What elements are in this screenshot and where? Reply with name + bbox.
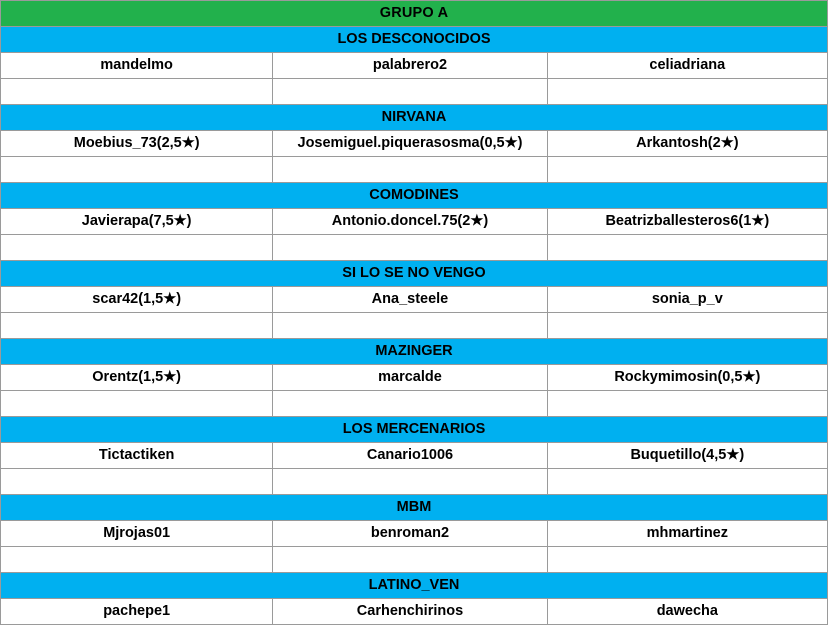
player-name: Mjrojas01 xyxy=(103,525,171,541)
team-name-cell xyxy=(1,27,828,53)
spacer-row xyxy=(1,157,828,183)
player-name: Buquetillo(4,5★) xyxy=(630,447,745,463)
player-cell xyxy=(273,209,547,235)
player-name: mhmartinez xyxy=(646,525,728,541)
player-name: Josemiguel.piquerasosma(0,5★) xyxy=(297,135,523,151)
player-name: Arkantosh(2★) xyxy=(636,135,739,151)
player-cell xyxy=(1,53,273,79)
team-name: LOS DESCONOCIDOS xyxy=(337,31,491,47)
player-cell xyxy=(547,131,827,157)
spacer-cell xyxy=(1,235,273,261)
player-name: scar42(1,5★) xyxy=(92,291,182,307)
player-name: Orentz(1,5★) xyxy=(92,369,182,385)
player-name: Javierapa(7,5★) xyxy=(81,213,192,229)
team-name-cell xyxy=(1,105,828,131)
spacer-cell xyxy=(547,313,827,339)
player-name: Canario1006 xyxy=(366,447,454,463)
player-cell xyxy=(1,131,273,157)
player-name: mandelmo xyxy=(100,57,173,73)
team-header-row xyxy=(1,27,828,53)
spacer-row xyxy=(1,79,828,105)
team-name: LATINO_VEN xyxy=(368,577,460,593)
player-cell xyxy=(273,599,547,625)
team-players-row xyxy=(1,521,828,547)
player-cell xyxy=(1,365,273,391)
player-name: dawecha xyxy=(656,603,718,619)
spacer-row xyxy=(1,313,828,339)
spacer-cell xyxy=(273,313,547,339)
team-header-row xyxy=(1,573,828,599)
team-players-row xyxy=(1,599,828,625)
spacer-row xyxy=(1,547,828,573)
player-cell xyxy=(547,53,827,79)
team-header-row xyxy=(1,261,828,287)
spacer-cell xyxy=(547,391,827,417)
spacer-cell xyxy=(273,79,547,105)
player-cell xyxy=(1,521,273,547)
team-name-cell xyxy=(1,573,828,599)
team-name: MAZINGER xyxy=(375,343,453,359)
player-name: Moebius_73(2,5★) xyxy=(73,135,200,151)
player-name: Tictactiken xyxy=(98,447,175,463)
team-players-row xyxy=(1,209,828,235)
player-name: pachepe1 xyxy=(103,603,171,619)
team-header-row xyxy=(1,183,828,209)
player-cell xyxy=(547,521,827,547)
spacer-row xyxy=(1,469,828,495)
team-name: SI LO SE NO VENGO xyxy=(342,265,486,281)
group-header-row xyxy=(1,1,828,27)
player-name: Carhenchirinos xyxy=(356,603,464,619)
team-name: NIRVANA xyxy=(381,109,447,125)
player-cell xyxy=(273,443,547,469)
team-header-row xyxy=(1,339,828,365)
spacer-cell xyxy=(1,547,273,573)
team-header-row xyxy=(1,495,828,521)
team-name: LOS MERCENARIOS xyxy=(342,421,486,437)
player-name: marcalde xyxy=(378,369,442,385)
player-cell xyxy=(547,443,827,469)
spacer-cell xyxy=(547,547,827,573)
spacer-cell xyxy=(547,157,827,183)
spacer-cell xyxy=(547,469,827,495)
team-name-cell xyxy=(1,183,828,209)
player-cell xyxy=(273,287,547,313)
spacer-cell xyxy=(1,79,273,105)
player-name: Beatrizballesteros6(1★) xyxy=(605,213,770,229)
spacer-row xyxy=(1,235,828,261)
player-name: palabrero2 xyxy=(372,57,448,73)
team-players-row xyxy=(1,287,828,313)
spacer-cell xyxy=(273,391,547,417)
group-title-cell xyxy=(1,1,828,27)
spacer-cell xyxy=(1,313,273,339)
player-cell xyxy=(273,521,547,547)
team-name: MBM xyxy=(396,499,432,515)
team-header-row xyxy=(1,105,828,131)
spacer-cell xyxy=(273,547,547,573)
spacer-cell xyxy=(1,391,273,417)
team-players-row xyxy=(1,443,828,469)
player-cell xyxy=(273,131,547,157)
player-cell xyxy=(273,53,547,79)
player-cell xyxy=(547,209,827,235)
team-name: COMODINES xyxy=(369,187,459,203)
team-name-cell xyxy=(1,261,828,287)
player-cell xyxy=(1,209,273,235)
table-body xyxy=(1,1,828,625)
player-name: celiadriana xyxy=(649,57,726,73)
team-name-cell xyxy=(1,417,828,443)
team-name-cell xyxy=(1,339,828,365)
player-cell xyxy=(1,599,273,625)
spacer-cell xyxy=(273,469,547,495)
spacer-cell xyxy=(273,235,547,261)
team-players-row xyxy=(1,365,828,391)
player-name: Antonio.doncel.75(2★) xyxy=(331,213,489,229)
player-cell xyxy=(547,599,827,625)
team-players-row xyxy=(1,131,828,157)
team-header-row xyxy=(1,417,828,443)
player-name: Rockymimosin(0,5★) xyxy=(614,369,761,385)
player-name: benroman2 xyxy=(370,525,450,541)
player-cell xyxy=(1,287,273,313)
spacer-cell xyxy=(547,235,827,261)
player-name: Ana_steele xyxy=(371,291,449,307)
spacer-cell xyxy=(273,157,547,183)
player-cell xyxy=(1,443,273,469)
player-cell xyxy=(547,365,827,391)
team-name-cell xyxy=(1,495,828,521)
team-players-row xyxy=(1,53,828,79)
player-name: sonia_p_v xyxy=(651,291,723,307)
player-cell xyxy=(547,287,827,313)
group-title: GRUPO A xyxy=(379,5,449,21)
spacer-cell xyxy=(547,79,827,105)
player-cell xyxy=(273,365,547,391)
spacer-cell xyxy=(1,469,273,495)
spacer-cell xyxy=(1,157,273,183)
spacer-row xyxy=(1,391,828,417)
